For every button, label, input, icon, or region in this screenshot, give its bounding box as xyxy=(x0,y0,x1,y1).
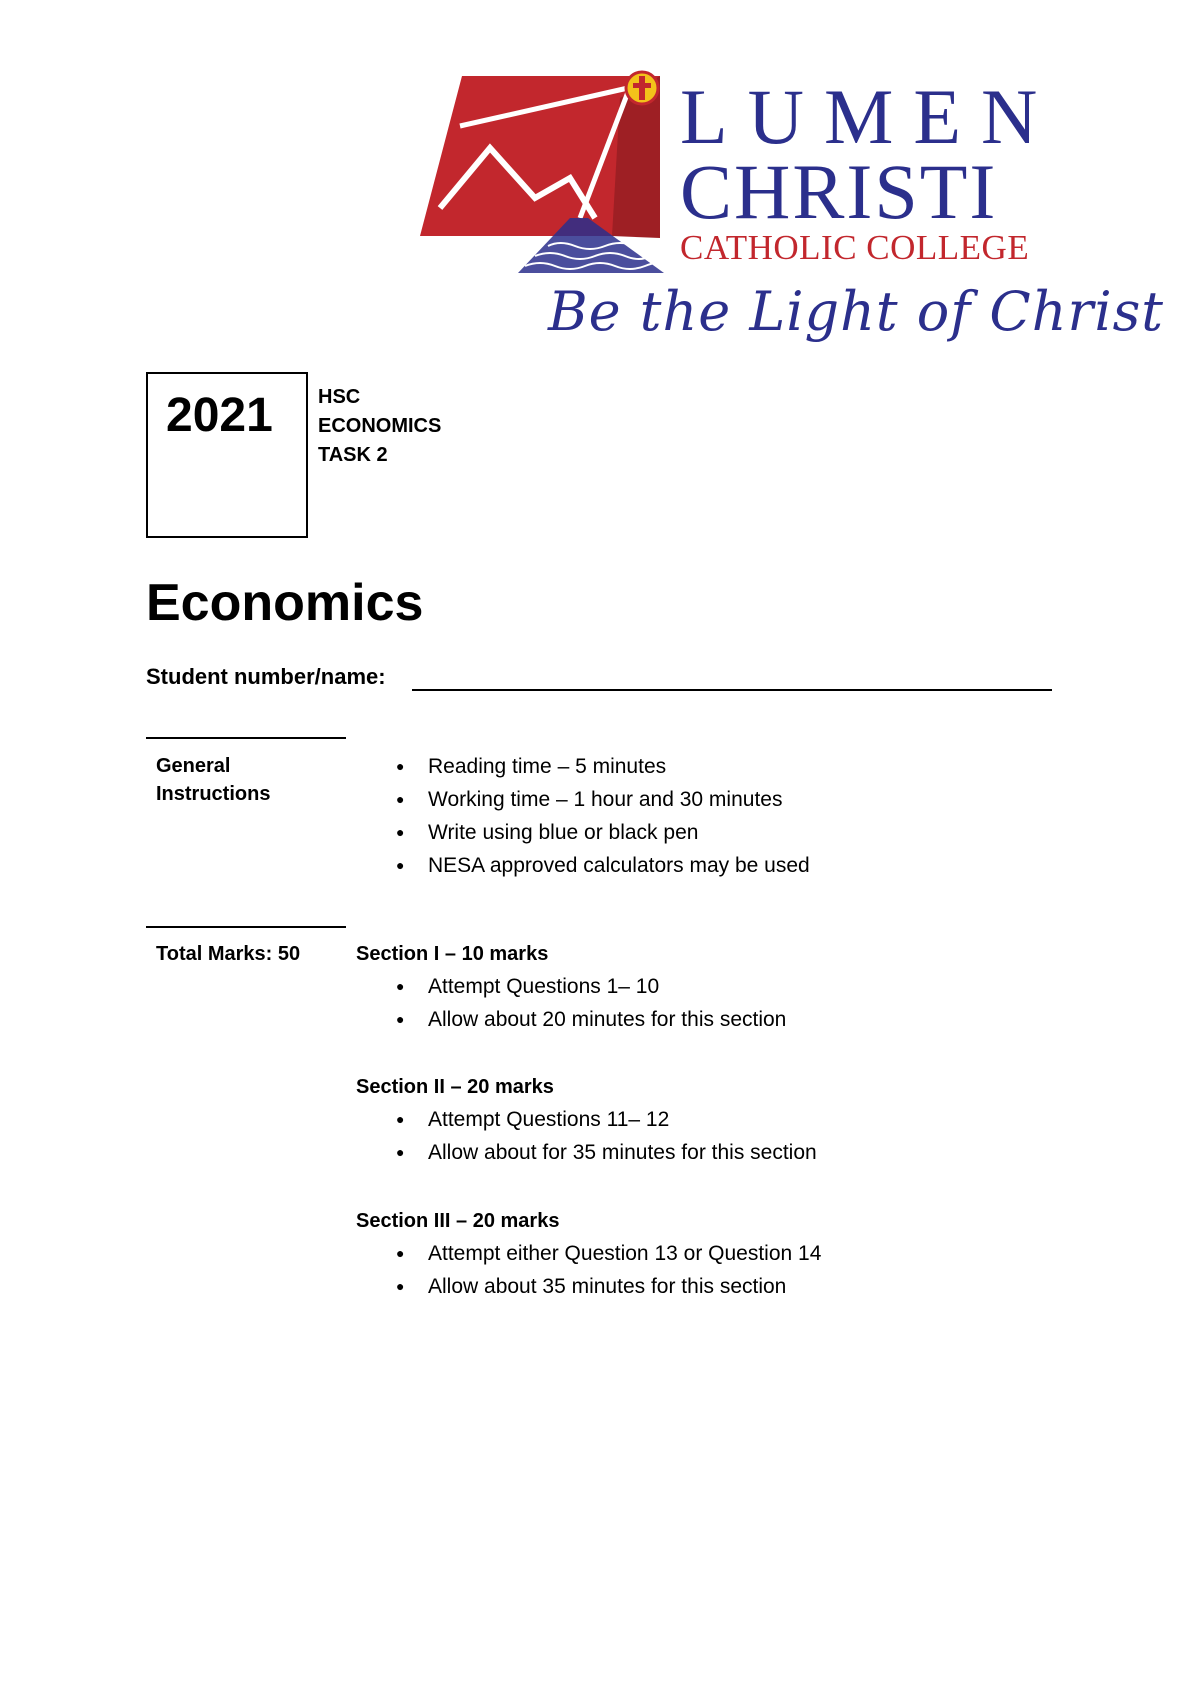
course-line: TASK 2 xyxy=(318,444,388,466)
logo-motto: Be the Light of Christ xyxy=(548,280,1164,343)
list-item: ● Attempt Questions 11– 12 xyxy=(396,1103,817,1136)
student-name-field[interactable] xyxy=(412,689,1052,691)
student-label: Student number/name: xyxy=(146,664,386,689)
section-title: Section III – 20 marks xyxy=(356,1210,560,1232)
total-marks-label: Total Marks: 50 xyxy=(156,943,301,965)
logo-line-college: CATHOLIC COLLEGE xyxy=(680,228,1030,267)
general-instructions-list xyxy=(396,750,810,882)
page-title: Economics xyxy=(146,574,424,632)
logo-line-christi: CHRISTI xyxy=(680,148,998,235)
list-item: ● Attempt either Question 13 or Question 14 xyxy=(396,1237,821,1270)
section-list xyxy=(396,1237,821,1303)
section-title: Section II – 20 marks xyxy=(356,1076,554,1098)
course-line: ECONOMICS xyxy=(318,415,442,437)
divider xyxy=(146,737,346,739)
list-item: ● Allow about 20 minutes for this section xyxy=(396,1003,786,1036)
list-item: ● Working time – 1 hour and 30 minutes xyxy=(396,783,810,816)
section-list xyxy=(396,970,786,1036)
list-item: ● NESA approved calculators may be used xyxy=(396,849,810,882)
general-instructions-label: General Instructions xyxy=(156,755,271,805)
section-list xyxy=(396,1103,817,1169)
section-title: Section I – 10 marks xyxy=(356,943,549,965)
course-line: HSC xyxy=(318,386,361,408)
list-item: ● Attempt Questions 1– 10 xyxy=(396,970,786,1003)
list-item: ● Allow about 35 minutes for this section xyxy=(396,1270,821,1303)
logo-line-lumen: LUMEN xyxy=(680,73,1058,160)
divider xyxy=(146,926,346,928)
list-item: ● Reading time – 5 minutes xyxy=(396,750,810,783)
year: 2021 xyxy=(166,389,273,442)
list-item: ● Allow about for 35 minutes for this section xyxy=(396,1136,817,1169)
list-item: ● Write using blue or black pen xyxy=(396,816,810,849)
